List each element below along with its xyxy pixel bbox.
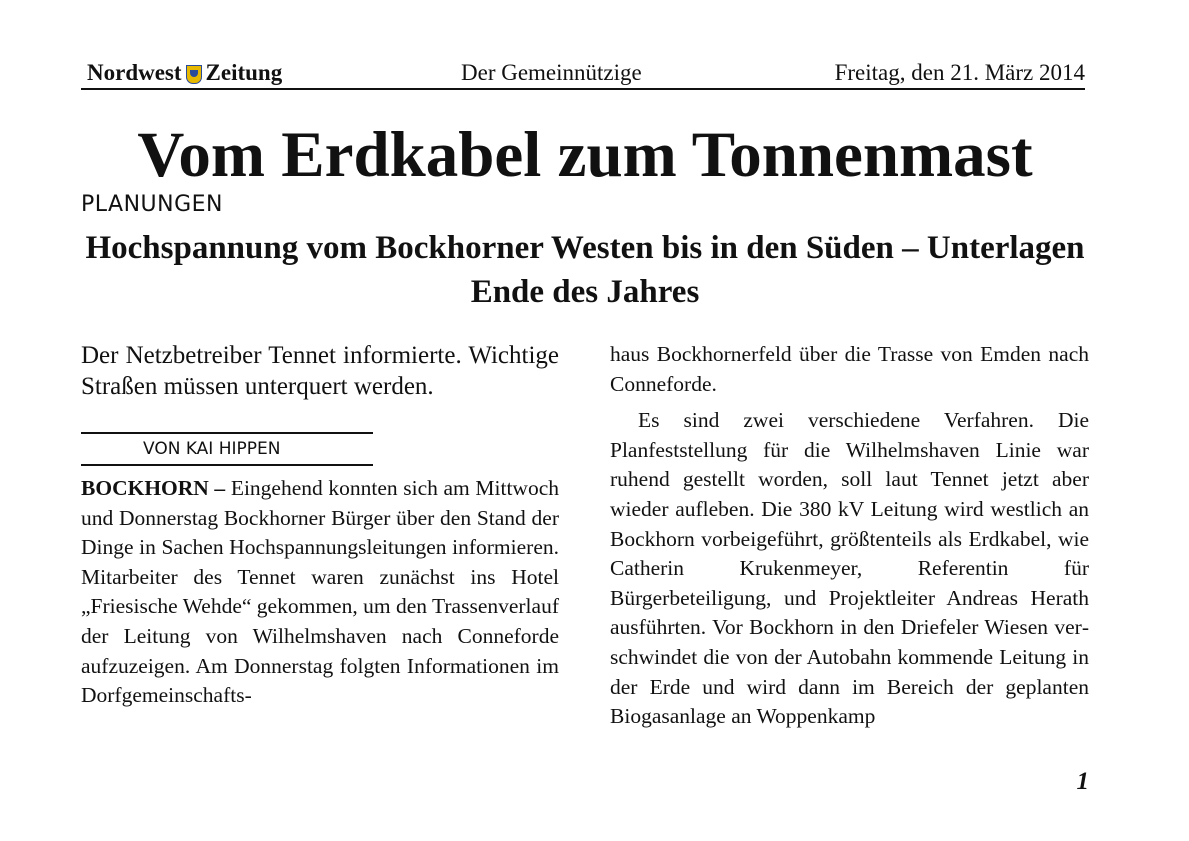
paper-name-part2: Zeitung (205, 60, 283, 85)
body-paragraph-1-text: Eingehend konnten sich am Mittwoch und Donnerstag Bockhorner Bürger über den Stand der Dinge in Sachen Hochspannungsleitungen informieren. Mitarbeiter des Tennet waren zunächst ins Hotel „Friesische Wehde“ gekommen, um den Trassenverlauf der Leitung von Wilhelmshaven nach Conneforde aufzuzeigen. Am Donnerstag folgten Informationen im Dorfgemeinschafts- (81, 476, 559, 708)
subheadline: Hochspannung vom Bockhorner Westen bis in den Süden – Unterlagen Ende des Jahres (85, 230, 1085, 310)
byline: VON KAI HIPPEN (81, 432, 373, 466)
page-number: 1 (1076, 768, 1089, 795)
dateline: BOCKHORN – (81, 476, 226, 500)
kicker: PLANUNGEN (81, 192, 223, 217)
intro-text: Der Netzbetreiber Tennet informierte. Wichtige Straßen müssen unterquert werden. (81, 342, 559, 400)
column-left (81, 340, 559, 711)
issue-date: Freitag, den 21. März 2014 (834, 60, 1085, 85)
coat-of-arms-icon (186, 65, 202, 84)
body-paragraph-1-continued: haus Bockhornerfeld über die Trasse von Emden nach Conneforde. (610, 342, 1089, 396)
body-paragraph-2: Es sind zwei verschiedene Verfahren. Die Planfeststellung für die Wilhelmshaven Linie war ruhend gestellt worden, soll laut Tennet jetzt aber wieder aufleben. Die 380 kV Leitung wird westlich an Bockhorn vorbeigeführt, größtenteils als Erdkabel, wie Catherin Krukenmeyer, Referentin für Bürgerbeteiligung, und Projektleiter Andreas Herath ausführten. Vor Bockhorn in den Driefeler Wiesen verschwindet die von der Autobahn kommende Leitung in der Erde und wird dann im Bereich der geplanten Biogasanlage an Woppenkamp (610, 408, 1089, 729)
column-right (610, 340, 1089, 732)
paper-name (87, 60, 282, 86)
headline: Vom Erdkabel zum Tonnenmast (137, 119, 1033, 191)
section-name: Der Gemeinnützige (461, 60, 642, 85)
paper-name-part1: Nordwest (87, 60, 182, 85)
masthead (81, 58, 1085, 90)
body-paragraph-1 (81, 474, 559, 711)
